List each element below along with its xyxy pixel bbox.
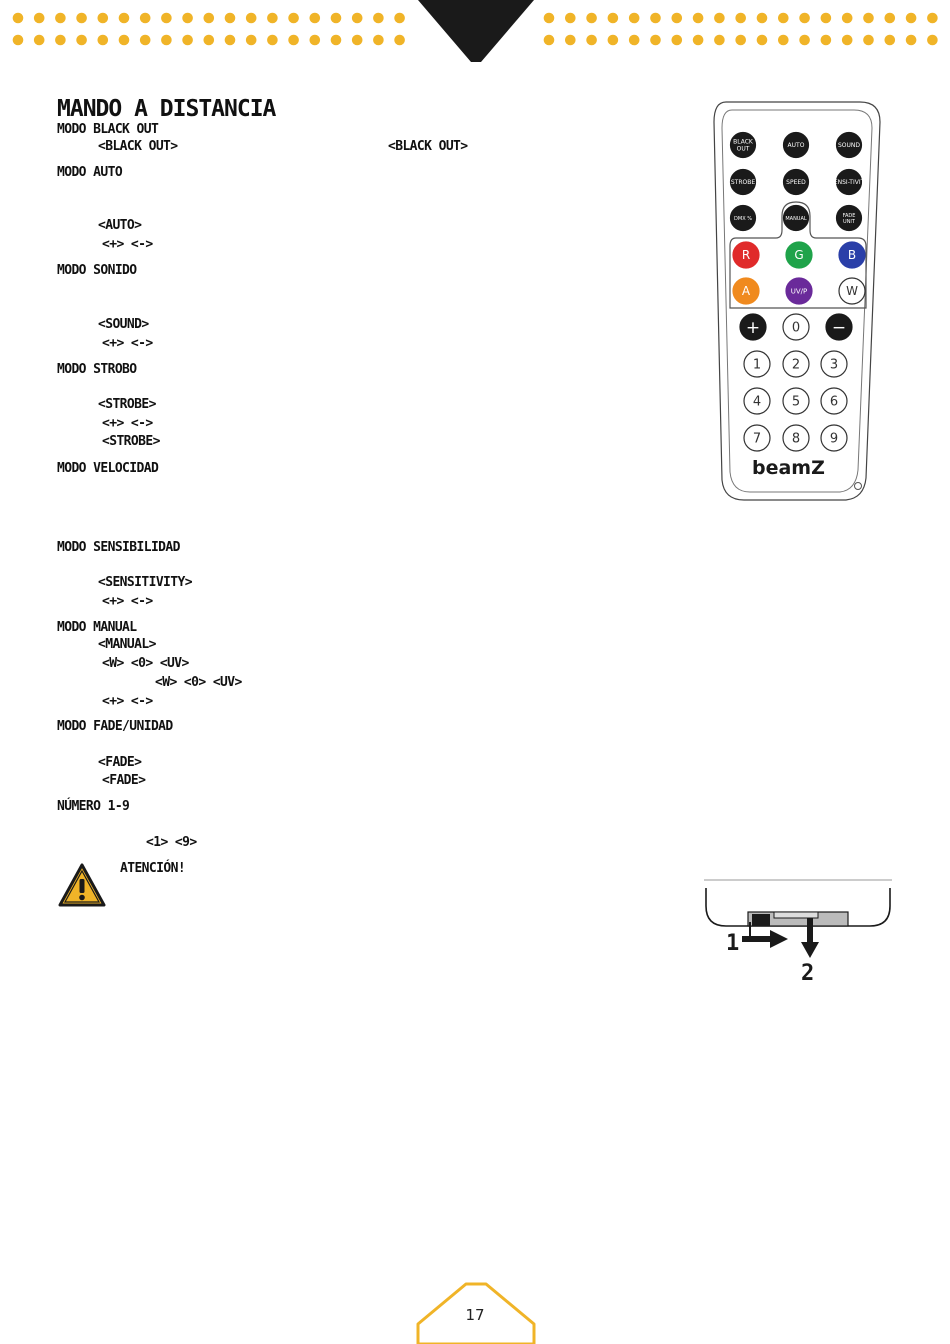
fade-key: <FADE> bbox=[98, 755, 142, 770]
header-dot bbox=[544, 35, 555, 46]
svg-text:BLACK: BLACK bbox=[733, 138, 753, 146]
auto-heading: MODO AUTO bbox=[57, 165, 123, 180]
strobe-key: <STROBE> bbox=[98, 397, 156, 412]
remote-button-auto bbox=[784, 133, 809, 158]
header-dot bbox=[55, 13, 66, 24]
header-dot bbox=[98, 13, 109, 24]
header-dot bbox=[204, 35, 215, 46]
manual-w0uv-2: <W> <0> <UV> bbox=[155, 675, 242, 690]
remote-button-sound bbox=[837, 133, 862, 158]
header-dot bbox=[735, 35, 746, 46]
auto-plusminus: <+> <-> bbox=[102, 237, 153, 252]
header-dot bbox=[225, 13, 236, 24]
header-dot bbox=[608, 13, 619, 24]
remote-button-a bbox=[733, 278, 759, 304]
remote-button-manual bbox=[784, 206, 809, 231]
svg-text:R: R bbox=[741, 248, 751, 263]
header-dot bbox=[821, 35, 832, 46]
manual-heading: MODO MANUAL bbox=[57, 620, 137, 635]
header-dot bbox=[352, 35, 363, 46]
svg-text:STROBE: STROBE bbox=[730, 179, 756, 187]
svg-text:SOUND: SOUND bbox=[837, 142, 861, 150]
manual-key: <MANUAL> bbox=[98, 637, 156, 652]
header-dot bbox=[693, 35, 704, 46]
header-dot bbox=[672, 13, 683, 24]
header-dot bbox=[586, 13, 597, 24]
svg-text:B: B bbox=[847, 248, 857, 263]
svg-text:5: 5 bbox=[791, 394, 801, 410]
remote-button-9 bbox=[821, 425, 847, 451]
header-dot bbox=[927, 35, 938, 46]
svg-text:6: 6 bbox=[829, 394, 839, 410]
svg-text:UNIT: UNIT bbox=[843, 218, 855, 225]
header-dot bbox=[13, 13, 24, 24]
sound-heading: MODO SONIDO bbox=[57, 263, 137, 278]
sensitivity-plusminus: <+> <-> bbox=[102, 594, 153, 609]
header-dot bbox=[778, 35, 789, 46]
svg-text:9: 9 bbox=[829, 431, 839, 447]
remote-button-minus bbox=[826, 314, 852, 340]
remote-button-dmx bbox=[731, 206, 756, 231]
svg-text:4: 4 bbox=[752, 394, 762, 410]
header-dot bbox=[693, 13, 704, 24]
remote-button-3 bbox=[821, 351, 847, 377]
header-dot bbox=[927, 13, 938, 24]
svg-text:G: G bbox=[794, 248, 804, 263]
sensitivity-heading: MODO SENSIBILIDAD bbox=[57, 540, 180, 555]
svg-text:MANUAL: MANUAL bbox=[785, 215, 807, 222]
header-dot bbox=[757, 13, 768, 24]
header-dot bbox=[288, 35, 299, 46]
remote-button-g bbox=[786, 242, 812, 268]
header-dot bbox=[885, 13, 896, 24]
remote-button-0 bbox=[783, 314, 809, 340]
header-dot bbox=[182, 35, 193, 46]
header-dot bbox=[629, 35, 640, 46]
remote-button-w bbox=[839, 278, 865, 304]
header-dot bbox=[34, 35, 45, 46]
header-triangle bbox=[418, 0, 534, 66]
header-dot bbox=[544, 13, 555, 24]
header-dot bbox=[586, 35, 597, 46]
header-dot bbox=[76, 13, 87, 24]
svg-text:−: − bbox=[831, 317, 847, 338]
header-dot bbox=[55, 35, 66, 46]
header-dot bbox=[672, 35, 683, 46]
svg-text:A: A bbox=[741, 284, 751, 299]
fade-key-2: <FADE> bbox=[102, 773, 146, 788]
header-dot bbox=[906, 13, 917, 24]
svg-text:1: 1 bbox=[752, 357, 762, 373]
remote-button-8 bbox=[783, 425, 809, 451]
svg-text:AUTO: AUTO bbox=[787, 142, 805, 150]
strobe-heading: MODO STROBO bbox=[57, 362, 137, 377]
remote-button-b bbox=[839, 242, 865, 268]
blackout-key-2: <BLACK OUT> bbox=[388, 139, 468, 154]
svg-text:2: 2 bbox=[791, 357, 801, 373]
manual-plusminus: <+> <-> bbox=[102, 694, 153, 709]
header-dot bbox=[119, 13, 130, 24]
remote-button-5 bbox=[783, 388, 809, 414]
sensitivity-key: <SENSITIVITY> bbox=[98, 575, 192, 590]
remote-button-1 bbox=[744, 351, 770, 377]
header-dot bbox=[288, 13, 299, 24]
battery-removal-diagram bbox=[700, 878, 896, 990]
header-dot bbox=[821, 13, 832, 24]
header-dot bbox=[629, 13, 640, 24]
svg-text:UV/P: UV/P bbox=[790, 287, 808, 296]
header-dot bbox=[34, 13, 45, 24]
remote-button-4 bbox=[744, 388, 770, 414]
auto-key: <AUTO> bbox=[98, 218, 142, 233]
svg-text:7: 7 bbox=[752, 431, 762, 447]
svg-text:3: 3 bbox=[829, 357, 839, 373]
header-dot bbox=[352, 13, 363, 24]
remote-button-r bbox=[733, 242, 759, 268]
remote-brand-logo: beamZ bbox=[752, 457, 825, 479]
header-dot bbox=[267, 13, 278, 24]
header-dot bbox=[608, 35, 619, 46]
sound-key: <SOUND> bbox=[98, 317, 149, 332]
header-dot bbox=[225, 35, 236, 46]
remote-button-6 bbox=[821, 388, 847, 414]
header-dot bbox=[565, 13, 576, 24]
fade-heading: MODO FADE/UNIDAD bbox=[57, 719, 173, 734]
remote-button-blackout bbox=[731, 133, 756, 158]
header-dot bbox=[246, 13, 257, 24]
speed-heading: MODO VELOCIDAD bbox=[57, 461, 159, 476]
strobe-plusminus: <+> <-> bbox=[102, 416, 153, 431]
header-dot bbox=[799, 35, 810, 46]
header-dot bbox=[98, 35, 109, 46]
header-dot bbox=[842, 35, 853, 46]
svg-text:FADE: FADE bbox=[842, 212, 856, 219]
header-dot bbox=[799, 13, 810, 24]
warning-triangle-icon bbox=[57, 862, 107, 908]
header-dot bbox=[714, 35, 725, 46]
header-dot bbox=[331, 13, 342, 24]
header-dot bbox=[373, 35, 384, 46]
header-dot bbox=[140, 13, 151, 24]
svg-text:SPEED: SPEED bbox=[786, 179, 806, 187]
header-dot bbox=[714, 13, 725, 24]
header-dot bbox=[885, 35, 896, 46]
svg-text:DMX %: DMX % bbox=[734, 215, 752, 222]
header-dot bbox=[161, 13, 172, 24]
header-dot bbox=[757, 35, 768, 46]
svg-text:+: + bbox=[745, 317, 761, 338]
header-dot bbox=[13, 35, 24, 46]
header-dot bbox=[246, 35, 257, 46]
header-dot bbox=[331, 35, 342, 46]
header-dot bbox=[778, 13, 789, 24]
remote-control-illustration bbox=[708, 98, 886, 504]
strobe-key-2: <STROBE> bbox=[102, 434, 160, 449]
header-dot bbox=[310, 13, 321, 24]
header-dot bbox=[161, 35, 172, 46]
manual-w0uv: <W> <0> <UV> bbox=[102, 656, 189, 671]
step-1-label: 1 bbox=[726, 931, 740, 956]
header-dot bbox=[204, 13, 215, 24]
remote-button-plus bbox=[740, 314, 766, 340]
header-dot bbox=[310, 35, 321, 46]
header-dot bbox=[182, 13, 193, 24]
header-dot bbox=[906, 35, 917, 46]
svg-text:SENSI-TIVITY: SENSI-TIVITY bbox=[830, 179, 868, 187]
header-dot bbox=[76, 35, 87, 46]
header-dot bbox=[863, 35, 874, 46]
header-dot bbox=[267, 35, 278, 46]
remote-button-2 bbox=[783, 351, 809, 377]
svg-text:0: 0 bbox=[791, 320, 801, 336]
svg-text:W: W bbox=[846, 284, 858, 299]
number-keys: <1> <9> bbox=[146, 835, 197, 850]
header-dot bbox=[394, 13, 405, 24]
header-dot bbox=[650, 35, 661, 46]
page-title: MANDO A DISTANCIA bbox=[57, 96, 276, 122]
header-dot bbox=[565, 35, 576, 46]
remote-button-fadeunit bbox=[837, 206, 862, 231]
header-dot bbox=[394, 35, 405, 46]
svg-text:OUT: OUT bbox=[736, 145, 750, 153]
attention-label: ATENCIÓN! bbox=[120, 861, 186, 876]
page-number: 17 bbox=[465, 1306, 485, 1324]
header-dot bbox=[842, 13, 853, 24]
remote-button-7 bbox=[744, 425, 770, 451]
remote-button-uvp bbox=[786, 278, 812, 304]
remote-button-speed bbox=[784, 170, 809, 195]
blackout-key: <BLACK OUT> bbox=[98, 139, 178, 154]
header-dot bbox=[650, 13, 661, 24]
header-dot bbox=[119, 35, 130, 46]
number-heading: NÚMERO 1-9 bbox=[57, 799, 130, 814]
header-dot bbox=[735, 13, 746, 24]
step-2-label: 2 bbox=[801, 961, 815, 986]
blackout-heading: MODO BLACK OUT bbox=[57, 122, 159, 137]
header-dot bbox=[863, 13, 874, 24]
header-dot bbox=[140, 35, 151, 46]
remote-button-strobe bbox=[731, 170, 756, 195]
header-dot bbox=[373, 13, 384, 24]
svg-text:8: 8 bbox=[791, 431, 801, 447]
sound-plusminus: <+> <-> bbox=[102, 336, 153, 351]
